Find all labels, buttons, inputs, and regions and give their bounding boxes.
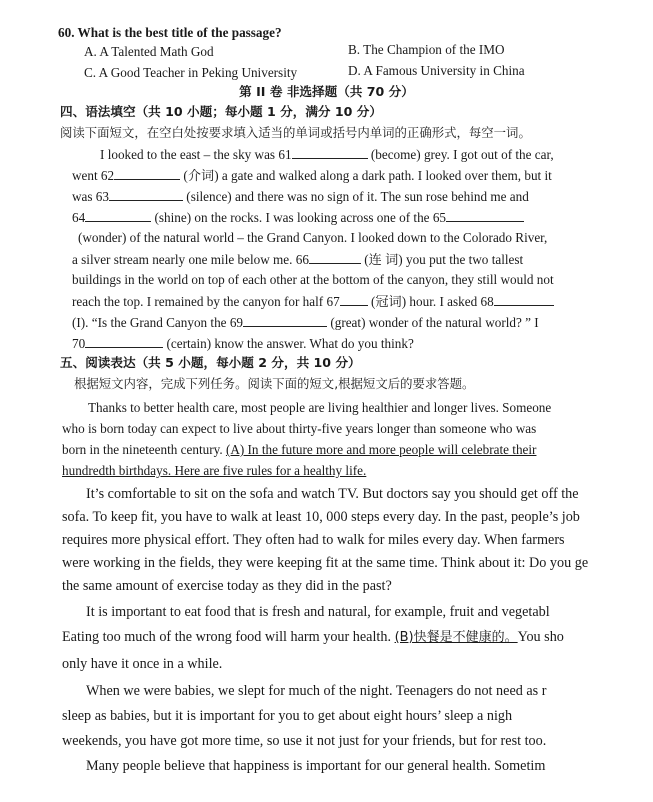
cloze-line-6: a silver stream nearly one mile below me. 66 (连 词) you put the two tallest: [72, 252, 524, 267]
cloze-line-7: buildings in the world on top of each other at the bottom of the canyon, they still would not: [72, 272, 554, 287]
reading-line-8: were working in the fields, they were keeping fit at the same time. Think about it: Do you ge: [62, 555, 589, 571]
reading-line-16: Many people believe that happiness is important for our general health. Sometim: [86, 758, 546, 774]
section-5-instruction: 根据短文内容，完成下列任务。阅读下面的短文,根据短文后的要求答题。: [74, 376, 475, 391]
reading-line-10: It is important to eat food that is fresh and natural, for example, fruit and vegetabl: [86, 604, 550, 620]
reading-line-5: It’s comfortable to sit on the sofa and watch TV. But doctors say you should get off the: [86, 486, 579, 502]
section-4-instruction: 阅读下面短文，在空白处按要求填入适当的单词或括号内单词的正确形式，每空一词。: [60, 125, 531, 140]
option-c[interactable]: [84, 65, 297, 81]
cloze-line-8: reach the top. I remained by the canyon for half 67 (冠词) hour. I asked 68: [72, 293, 554, 310]
part-2-title: 第 II 卷 非选择题（共 70 分）: [239, 84, 414, 99]
reading-line-15: weekends, you have got more time, so use it not just for your friends, but for rest too.: [62, 733, 547, 749]
blank-68[interactable]: [494, 293, 554, 306]
option-b[interactable]: [348, 42, 505, 58]
reading-line-3: born in the nineteenth century. (A) In the future more and more people will celebrate their: [62, 442, 537, 457]
cloze-line-5: (wonder) of the natural world – the Grand Canyon. I looked down to the Colorado River,: [78, 230, 548, 245]
option-a[interactable]: [84, 44, 214, 60]
blank-62[interactable]: [114, 167, 180, 180]
cloze-line-4: 64 (shine) on the rocks. I was looking across one of the 65: [72, 209, 524, 226]
cloze-line-10: 70 (certain) know the answer. What do you think?: [72, 336, 414, 351]
reading-line-1: Thanks to better health care, most people are living healthier and longer lives. Someone: [88, 400, 552, 415]
option-d[interactable]: [348, 63, 525, 79]
reading-line-13: When we were babies, we slept for much of the night. Teenagers do not need as r: [86, 683, 547, 699]
blank-65[interactable]: [446, 209, 524, 222]
option-text: A Famous University in China: [363, 63, 525, 78]
section-5-heading: 五、阅读表达（共 5 小题，每小题 2 分，共 10 分）: [60, 355, 361, 370]
reading-line-6: sofa. To keep fit, you have to walk at least 10, 000 steps every day. In the past, people’s job: [62, 509, 580, 525]
blank-67[interactable]: [340, 293, 368, 306]
option-text: A Good Teacher in Peking University: [98, 65, 298, 80]
reading-line-12: only have it once in a while.: [62, 656, 223, 672]
reading-line-2: who is born today can expect to live about thirty-five years longer than someone who was: [62, 421, 537, 436]
option-letter: D.: [348, 63, 361, 78]
blank-64[interactable]: [85, 209, 151, 222]
option-text: The Champion of the IMO: [363, 42, 505, 57]
reading-line-14: sleep as babies, but it is important for you to get about eight hours’ sleep a nigh: [62, 708, 513, 724]
option-letter: B.: [348, 42, 361, 57]
option-text: A Talented Math God: [99, 44, 214, 59]
reading-line-11: Eating too much of the wrong food will harm your health. (B)快餐是不健康的。You sho: [62, 629, 564, 645]
question-60-stem: 60. What is the best title of the passage?: [58, 25, 282, 40]
reading-line-9: the same amount of exercise today as they did in the past?: [62, 578, 392, 594]
blank-66[interactable]: [309, 251, 361, 264]
option-letter: A.: [84, 44, 97, 59]
cloze-line-9: (I). “Is the Grand Canyon the 69 (great) wonder of the natural world? ” I: [72, 315, 539, 330]
underlined-sentence-b: (B)快餐是不健康的。: [394, 630, 518, 645]
section-4-heading: 四、语法填空（共 10 小题；每小题 1 分，满分 10 分）: [60, 104, 382, 119]
reading-line-4: hundredth birthdays. Here are five rules for a healthy life.: [62, 463, 367, 478]
option-letter: C.: [84, 65, 97, 80]
underlined-sentence-a: (A) In the future more and more people will celebrate their: [225, 442, 537, 457]
reading-line-7: requires more physical effort. They often had to walk for miles every day. When farmers: [62, 532, 565, 548]
blank-63[interactable]: [109, 188, 183, 201]
cloze-line-3: was 63 (silence) and there was no sign of it. The sun rose behind me and: [72, 189, 529, 204]
cloze-line-1: I looked to the east – the sky was 61 (become) grey. I got out of the car,: [100, 147, 554, 162]
cloze-line-2: went 62 (介词) a gate and walked along a dark path. I looked over them, but it: [72, 168, 552, 183]
blank-69[interactable]: [243, 314, 327, 327]
blank-70[interactable]: [85, 335, 163, 348]
blank-61[interactable]: [292, 146, 368, 159]
